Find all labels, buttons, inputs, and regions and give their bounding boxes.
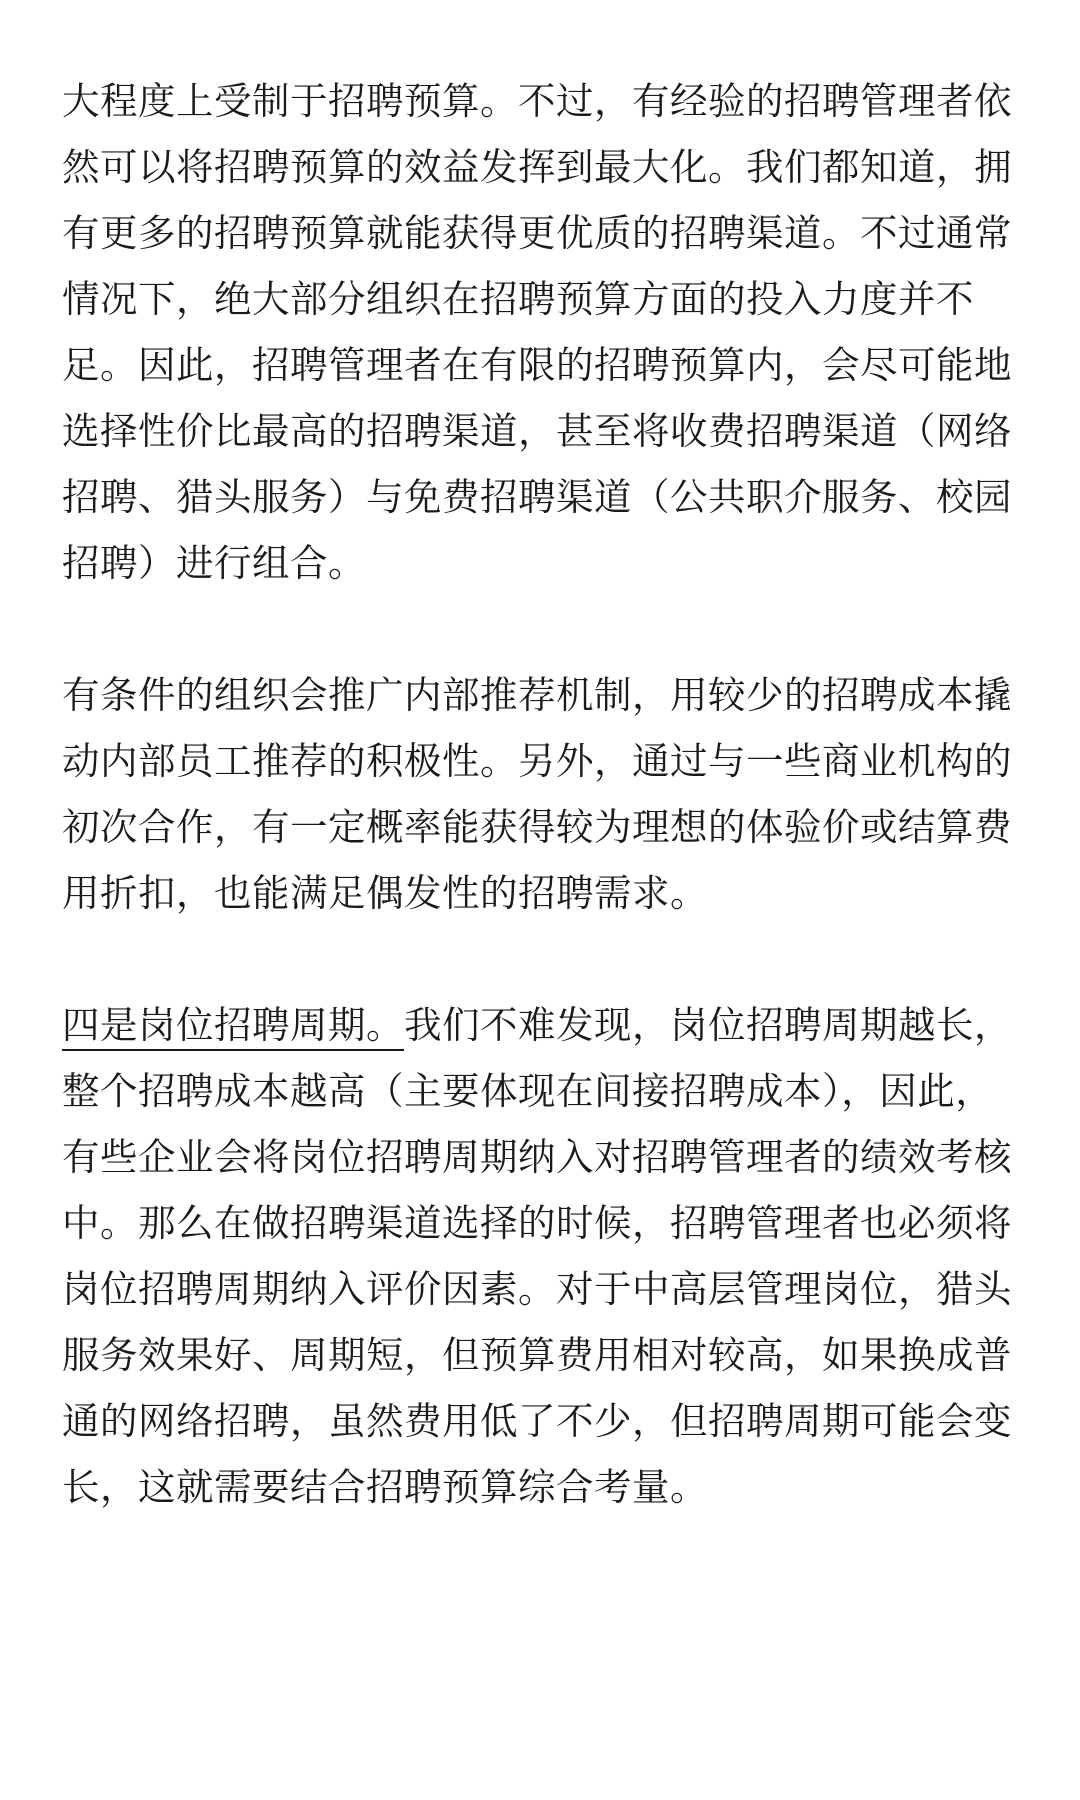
section-heading-recruitment-cycle: 四是岗位招聘周期。 [62,1003,404,1051]
paragraph-budget: 大程度上受制于招聘预算。不过，有经验的招聘管理者依然可以将招聘预算的效益发挥到最大化。我们都知道，拥有更多的招聘预算就能获得更优质的招聘渠道。不过通常情况下，绝大部分组织在招聘预算方面的投入力度并不足。因此，招聘管理者在有限的招聘预算内，会尽可能地选择性价比最高的招聘渠道，甚至将收费招聘渠道（网络招聘、猎头服务）与免费招聘渠道（公共职介服务、校园招聘）进行组合。 [62,79,1012,585]
paragraph-recruitment-cycle [62,992,1022,1520]
paragraph-internal-referral: 有条件的组织会推广内部推荐机制，用较少的招聘成本撬动内部员工推荐的积极性。另外，通过与一些商业机构的初次合作，有一定概率能获得较为理想的体验价或结算费用折扣，也能满足偶发性的招聘需求。 [62,673,1012,915]
paragraph-recruitment-cycle-text: 我们不难发现，岗位招聘周期越长，整个招聘成本越高（主要体现在间接招聘成本），因此，有些企业会将岗位招聘周期纳入对招聘管理者的绩效考核中。那么在做招聘渠道选择的时候，招聘管理者也必须将岗位招聘周期纳入评价因素。对于中高层管理岗位，猎头服务效果好、周期短，但预算费用相对较高，如果换成普通的网络招聘，虽然费用低了不少，但招聘周期可能会变长，这就需要结合招聘预算综合考量。 [62,1003,1012,1509]
article-body [62,68,1022,1520]
